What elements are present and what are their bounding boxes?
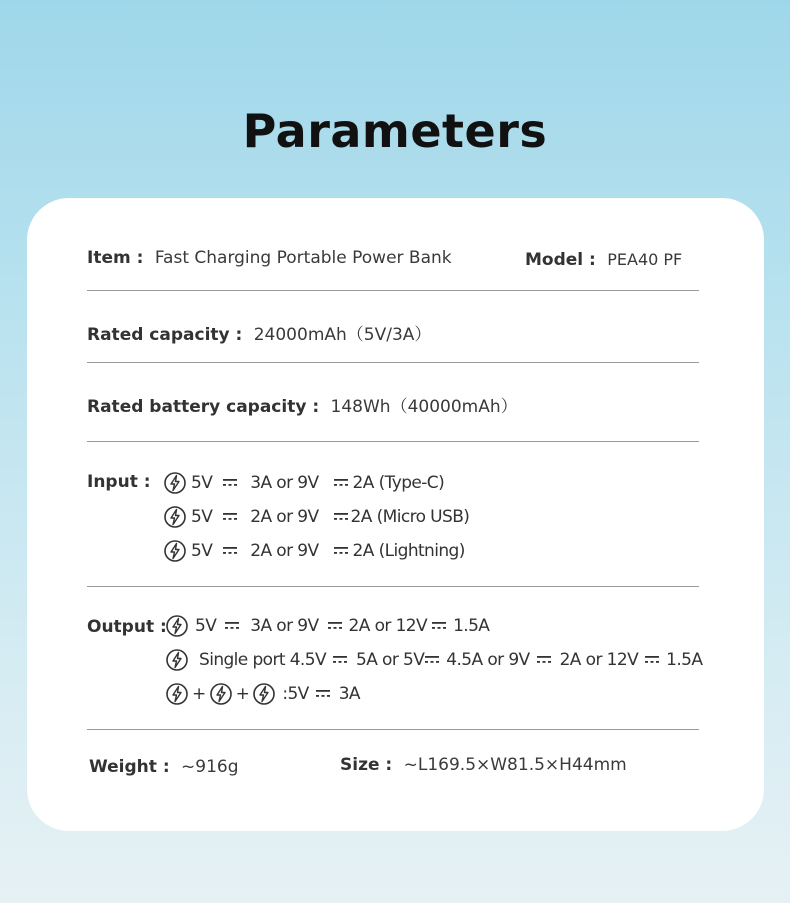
dc-symbol-icon	[327, 620, 343, 632]
input-line-micro-usb	[163, 505, 469, 529]
output-line-3	[165, 682, 360, 706]
weight-label: Weight :	[89, 757, 170, 777]
item-label: Item :	[87, 248, 144, 268]
output-value-d: 1.5A	[453, 616, 490, 636]
output-line-2	[165, 648, 702, 672]
input-label-row	[87, 472, 151, 492]
model-row	[525, 250, 682, 270]
input-current-b: 2A (Micro USB)	[350, 507, 470, 527]
input-current-a: 3A or 9V	[250, 473, 319, 493]
rated-capacity-label: Rated capacity :	[87, 325, 243, 345]
dc-symbol-icon	[536, 654, 552, 666]
dc-symbol-icon	[644, 654, 660, 666]
dc-symbol-icon	[333, 511, 349, 523]
size-label: Size :	[340, 755, 393, 775]
output-value-b: 5A or 5V	[355, 650, 425, 670]
dc-symbol-icon	[222, 477, 238, 489]
input-current-a: 2A or 9V	[250, 507, 319, 527]
model-label: Model :	[525, 250, 596, 270]
input-voltage: 5V	[191, 541, 213, 561]
fast-charge-icon	[209, 682, 233, 706]
separator	[87, 729, 699, 730]
dc-symbol-icon	[332, 654, 348, 666]
separator	[87, 290, 699, 291]
separator	[87, 441, 699, 442]
dc-symbol-icon	[224, 620, 240, 632]
fast-charge-icon	[252, 682, 276, 706]
input-current-b: 2A (Lightning)	[352, 541, 465, 561]
output-voltage: 5V	[195, 616, 217, 636]
output-value-d: 2A or 12V	[559, 650, 639, 670]
fast-charge-icon	[165, 682, 189, 706]
output-value-c: 4.5A or 9V	[446, 650, 530, 670]
size-value: ~L169.5×W81.5×H44mm	[403, 755, 627, 775]
dc-symbol-icon	[431, 620, 447, 632]
input-voltage: 5V	[191, 507, 213, 527]
dc-symbol-icon	[333, 545, 349, 557]
weight-row	[89, 757, 239, 777]
rated-battery-capacity-row	[87, 392, 518, 417]
fast-charge-icon	[163, 471, 187, 495]
separator	[87, 586, 699, 587]
dc-symbol-icon	[424, 654, 440, 666]
rated-battery-capacity-value: 148Wh（40000mAh）	[330, 397, 518, 417]
output-combined-current: 3A	[338, 684, 360, 704]
page-title: Parameters	[242, 104, 548, 158]
input-line-type-c	[163, 471, 444, 495]
size-row	[340, 755, 627, 775]
fast-charge-icon	[163, 505, 187, 529]
parameters-card	[27, 198, 764, 831]
fast-charge-icon	[165, 648, 189, 672]
separator	[87, 362, 699, 363]
output-single-port: Single port 4.5V	[199, 650, 326, 670]
output-label-row	[87, 617, 167, 637]
weight-value: ~916g	[181, 757, 239, 777]
model-value: PEA40 PF	[607, 250, 683, 269]
output-value-c: 2A or 12V	[348, 616, 428, 636]
plus-sign: +	[192, 684, 206, 704]
dc-symbol-icon	[315, 688, 331, 700]
dc-symbol-icon	[222, 545, 238, 557]
plus-sign: +	[235, 684, 250, 704]
fast-charge-icon	[165, 614, 189, 638]
rated-battery-capacity-label: Rated battery capacity :	[87, 397, 320, 417]
input-current-b: 2A (Type-C)	[352, 473, 445, 493]
item-row	[87, 248, 452, 268]
output-value-b: 3A or 9V	[250, 616, 319, 636]
item-value: Fast Charging Portable Power Bank	[154, 248, 452, 268]
rated-capacity-row	[87, 320, 431, 345]
input-line-lightning	[163, 539, 465, 563]
output-line-1	[165, 614, 489, 638]
output-combined-voltage: :5V	[282, 684, 309, 704]
fast-charge-icon	[163, 539, 187, 563]
rated-capacity-value: 24000mAh（5V/3A）	[253, 325, 432, 345]
dc-symbol-icon	[222, 511, 238, 523]
output-label: Output :	[87, 617, 167, 637]
input-current-a: 2A or 9V	[250, 541, 319, 561]
output-value-e: 1.5A	[666, 650, 703, 670]
input-voltage: 5V	[191, 473, 213, 493]
input-label: Input :	[87, 472, 151, 492]
dc-symbol-icon	[333, 477, 349, 489]
